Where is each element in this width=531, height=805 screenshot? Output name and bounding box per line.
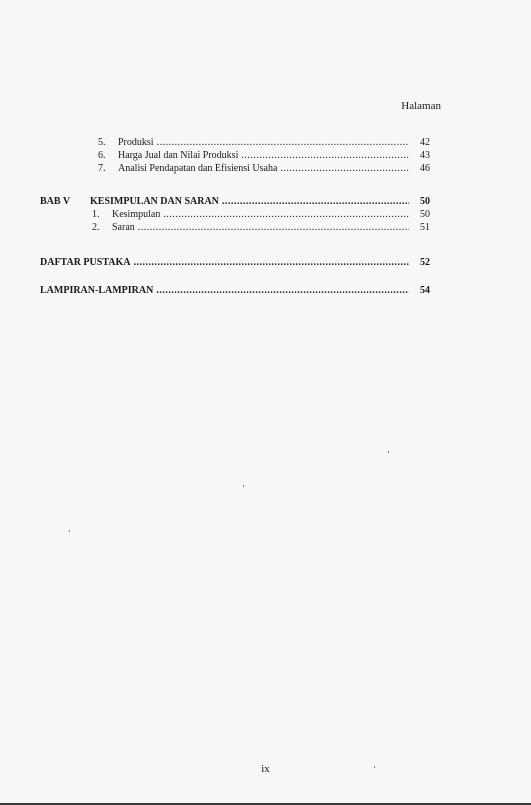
toc-dot-leader xyxy=(156,284,409,297)
toc-dot-leader xyxy=(163,208,409,221)
toc-section-entry xyxy=(40,256,430,269)
halaman-header: Halaman xyxy=(401,100,441,112)
toc-entry xyxy=(98,149,430,162)
scan-speck xyxy=(69,530,70,532)
daftar-pustaka-title: DAFTAR PUSTAKA xyxy=(40,257,131,268)
scan-speck xyxy=(243,485,244,487)
lampiran-title: LAMPIRAN-LAMPIRAN xyxy=(40,285,154,296)
toc-entry-page: 42 xyxy=(420,137,430,148)
lampiran-page: 54 xyxy=(420,285,430,296)
toc-entry xyxy=(98,136,430,149)
scan-speck xyxy=(388,451,389,453)
toc-section-entry xyxy=(40,284,430,297)
toc-dot-leader xyxy=(138,221,409,234)
toc-entry-page: 50 xyxy=(420,209,430,220)
toc-entry-number: 1. xyxy=(92,209,100,220)
toc-entry-label: Analisi Pendapatan dan Efisiensi Usaha xyxy=(118,163,278,174)
toc-chapter-entry xyxy=(40,195,430,208)
toc-entry xyxy=(92,221,430,234)
toc-entry-page: 43 xyxy=(420,150,430,161)
toc-entry-number: 2. xyxy=(92,222,100,233)
daftar-pustaka-page: 52 xyxy=(420,257,430,268)
toc-dot-leader xyxy=(157,136,409,149)
toc-entry xyxy=(92,208,430,221)
toc-dot-leader xyxy=(133,256,409,269)
toc-entry-number: 7. xyxy=(98,163,106,174)
toc-entry-label: Kesimpulan xyxy=(112,209,161,220)
toc-entry-number: 5. xyxy=(98,137,106,148)
toc-dot-leader xyxy=(241,149,409,162)
chapter-title: KESIMPULAN DAN SARAN xyxy=(90,196,219,207)
toc-entry-label: Harga Jual dan Nilai Produksi xyxy=(118,150,239,161)
toc-entry-page: 51 xyxy=(420,222,430,233)
toc-entry-number: 6. xyxy=(98,150,106,161)
chapter-prefix: BAB V xyxy=(40,196,71,207)
toc-dot-leader xyxy=(280,162,409,175)
page-number: ix xyxy=(261,763,270,775)
toc-entry-label: Saran xyxy=(112,222,135,233)
toc-entry-page: 46 xyxy=(420,163,430,174)
toc-entry-label: Produksi xyxy=(118,137,154,148)
toc-dot-leader xyxy=(222,195,409,208)
chapter-page: 50 xyxy=(420,196,430,207)
toc-entry xyxy=(98,162,430,175)
